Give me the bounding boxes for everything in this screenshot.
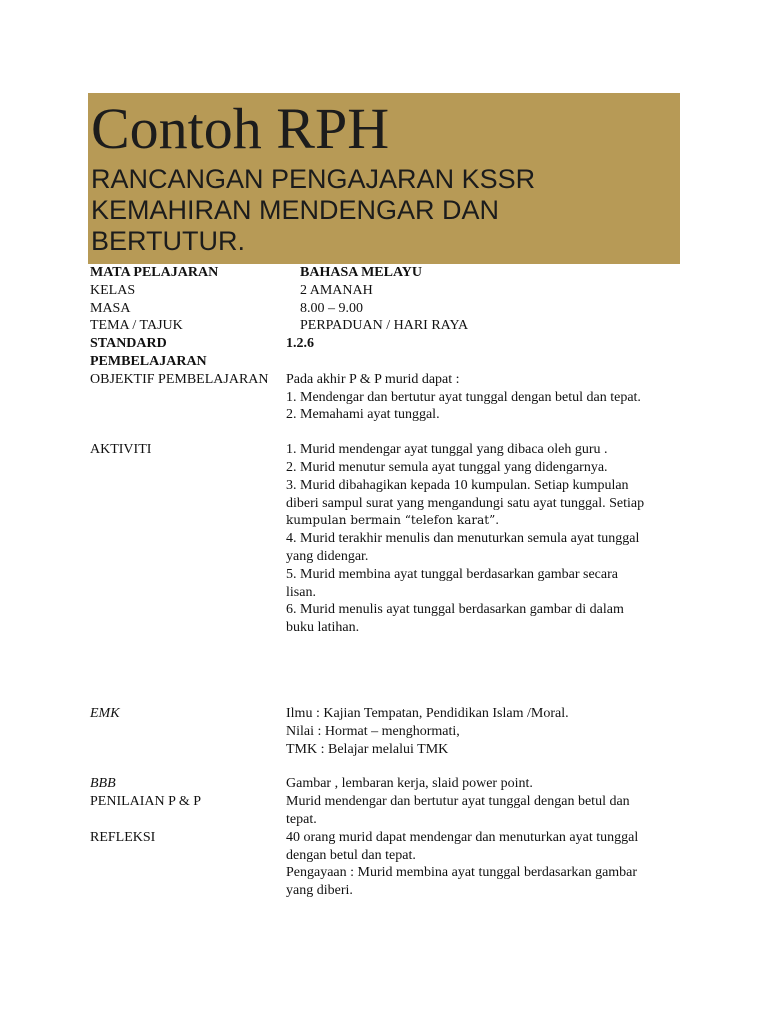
value-line: dengan betul dan tepat. <box>286 847 416 863</box>
value-line: yang didengar. <box>286 548 369 564</box>
value-line: 6. Murid menulis ayat tunggal berdasarkan gambar di dalam <box>286 602 624 618</box>
field-value: BAHASA MELAYU <box>300 265 423 280</box>
field-label: MASA <box>90 300 131 316</box>
field-label: MATA PELAJARAN <box>90 265 219 280</box>
field-label: OBJEKTIF PEMBELAJARAN <box>90 371 269 387</box>
lesson-plan-table <box>90 264 690 900</box>
value-line: Ilmu : Kajian Tempatan, Pendidikan Islam /Moral. <box>286 705 569 721</box>
row-tema <box>90 317 690 335</box>
value-line: Pada akhir P & P murid dapat : <box>286 371 460 387</box>
field-value: 1.2.6 <box>286 336 314 352</box>
document-subtitle <box>91 164 680 257</box>
field-label: REFLEKSI <box>90 829 156 845</box>
row-kelas <box>90 282 690 300</box>
row-aktiviti <box>90 441 690 637</box>
field-value <box>286 793 690 829</box>
field-label: AKTIVITI <box>90 442 152 458</box>
value-line: kumpulan bermain “telefon karat”. <box>286 513 500 528</box>
value-line: Pengayaan : Murid membina ayat tunggal berdasarkan gambar <box>286 865 638 881</box>
value-line: 2. Murid menutur semula ayat tunggal yang didengarnya. <box>286 459 608 475</box>
value-line: TMK : Belajar melalui TMK <box>286 741 449 757</box>
row-penilaian <box>90 793 690 829</box>
value-line: yang diberi. <box>286 883 353 899</box>
subtitle-line: RANCANGAN PENGAJARAN KSSR <box>91 164 536 194</box>
row-masa <box>90 300 690 318</box>
field-value: Gambar , lembaran kerja, slaid power point. <box>286 776 533 792</box>
row-standard <box>90 335 690 371</box>
field-value <box>286 371 690 424</box>
value-line: 1. Mendengar dan bertutur ayat tunggal dengan betul dan tepat. <box>286 389 641 405</box>
field-label: BBB <box>90 776 116 792</box>
subtitle-line: BERTUTUR. <box>91 226 246 256</box>
value-line: 3. Murid dibahagikan kepada 10 kumpulan. Setiap kumpulan <box>286 477 629 493</box>
row-bbb <box>90 775 690 793</box>
field-value: 2 AMANAH <box>300 282 373 298</box>
field-label: PENILAIAN P & P <box>90 794 202 810</box>
field-value <box>286 829 690 900</box>
field-label: KELAS <box>90 282 136 298</box>
document-title: Contoh RPH <box>91 96 390 161</box>
value-line: tepat. <box>286 811 317 827</box>
field-value <box>286 441 690 637</box>
subtitle-line: KEMAHIRAN MENDENGAR DAN <box>91 195 500 225</box>
field-value: PERPADUAN / HARI RAYA <box>300 318 469 334</box>
title-banner <box>88 93 680 264</box>
value-line: Nilai : Hormat – menghormati, <box>286 723 460 739</box>
field-label <box>90 335 286 371</box>
field-value: 8.00 – 9.00 <box>300 300 363 316</box>
field-label-line: STANDARD <box>90 336 167 352</box>
field-label: EMK <box>90 705 120 721</box>
value-line: buku latihan. <box>286 620 360 636</box>
field-label: TEMA / TAJUK <box>90 318 183 334</box>
value-line: Murid mendengar dan bertutur ayat tunggal dengan betul dan <box>286 794 630 810</box>
row-mata-pelajaran <box>90 264 690 282</box>
value-line: lisan. <box>286 584 316 600</box>
value-line: 1. Murid mendengar ayat tunggal yang dibaca oleh guru . <box>286 442 608 458</box>
value-line: 4. Murid terakhir menulis dan menuturkan semula ayat tunggal <box>286 531 640 547</box>
row-emk <box>90 705 690 758</box>
value-line: 2. Memahami ayat tunggal. <box>286 407 440 423</box>
field-value <box>286 705 690 758</box>
value-line: 40 orang murid dapat mendengar dan menuturkan ayat tunggal <box>286 829 639 845</box>
row-objektif <box>90 371 690 424</box>
field-label-line: PEMBELAJARAN <box>90 353 207 369</box>
row-refleksi <box>90 829 690 900</box>
value-line: diberi sampul surat yang mengandungi satu ayat tunggal. Setiap <box>286 495 645 511</box>
value-line: 5. Murid membina ayat tunggal berdasarkan gambar secara <box>286 566 618 582</box>
